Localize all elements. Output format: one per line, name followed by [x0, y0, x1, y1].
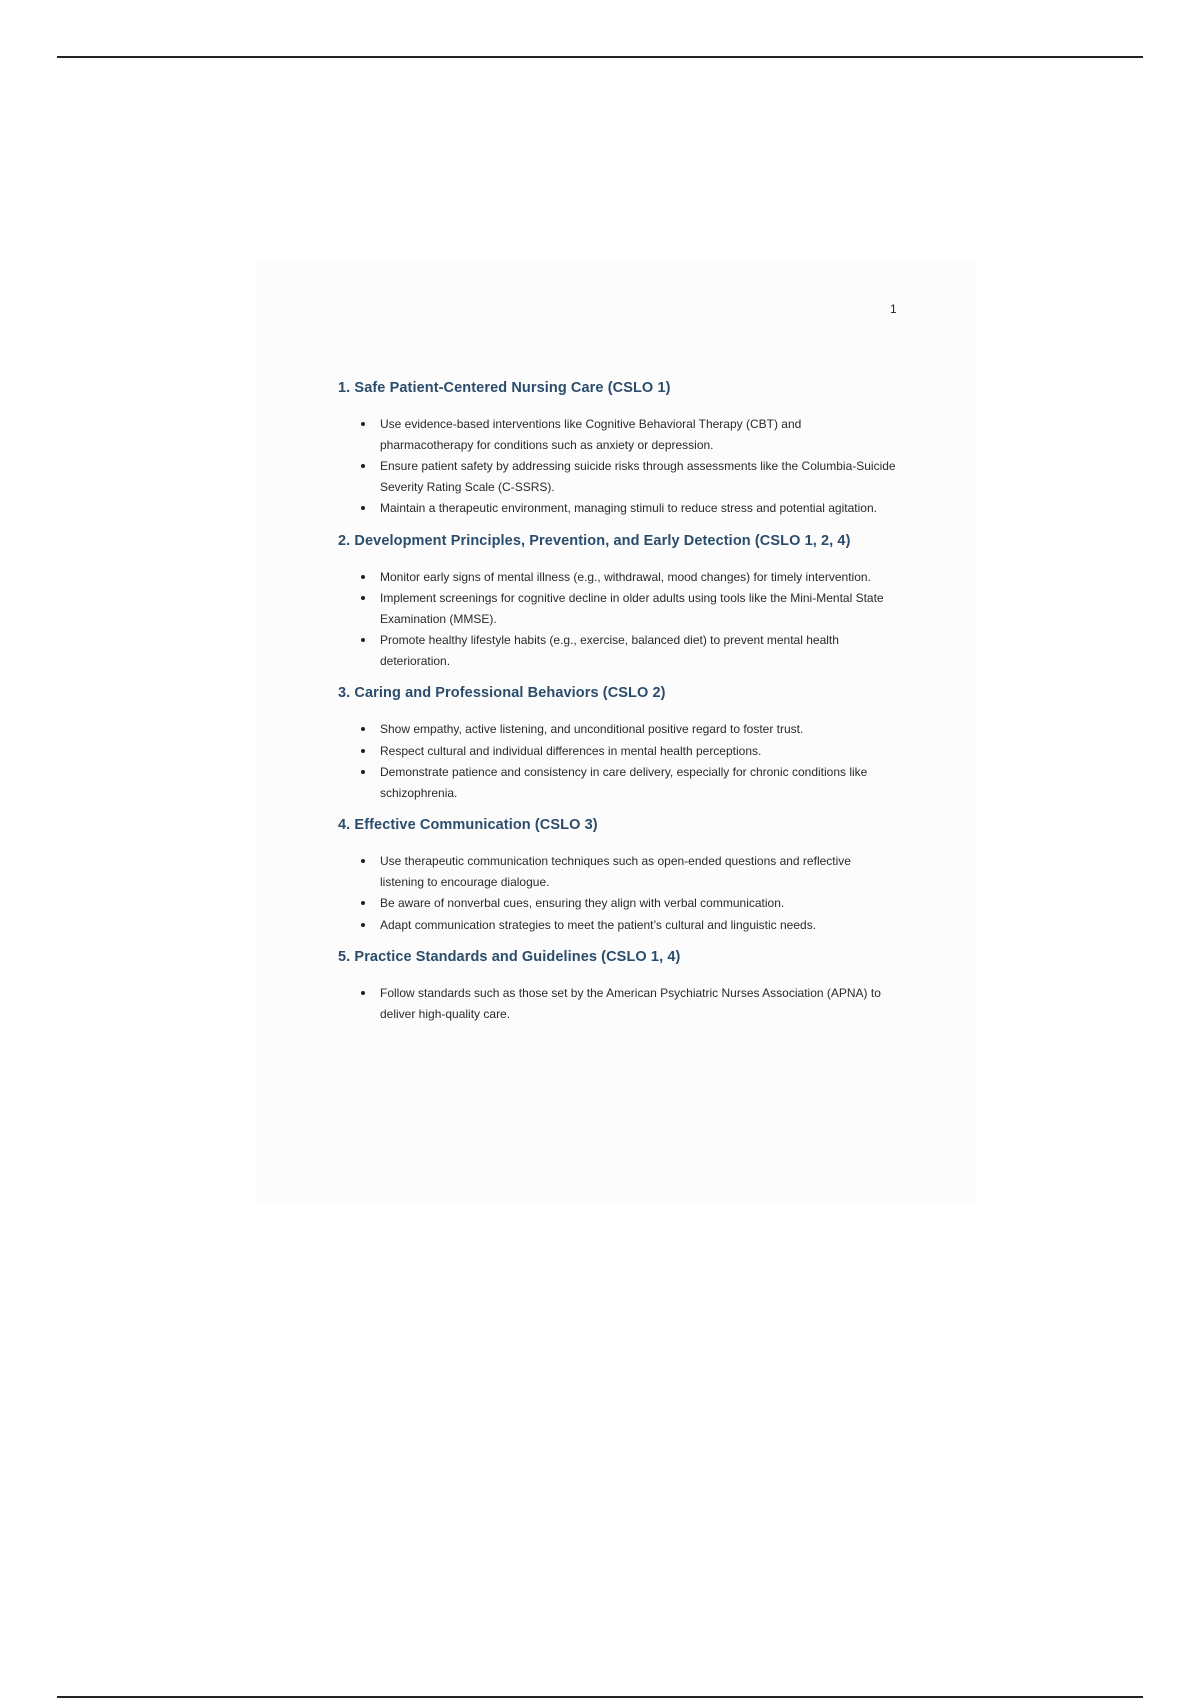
bullet-list — [338, 567, 898, 672]
section-heading: 5. Practice Standards and Guidelines (CSLO 1, 4) — [338, 949, 681, 965]
list-item: Follow standards such as those set by the American Psychiatric Nurses Association (APNA) to deliver high-quality care. — [380, 983, 898, 1024]
section-heading: 4. Effective Communication (CSLO 3) — [338, 817, 598, 833]
list-item: Maintain a therapeutic environment, managing stimuli to reduce stress and potential agitation. — [380, 498, 898, 519]
bullet-list — [338, 719, 898, 803]
list-item: Respect cultural and individual differences in mental health perceptions. — [380, 741, 898, 762]
section-heading: 1. Safe Patient-Centered Nursing Care (CSLO 1) — [338, 380, 671, 396]
list-item: Implement screenings for cognitive decline in older adults using tools like the Mini-Mental State Examination (MMSE). — [380, 588, 898, 629]
bullet-list — [338, 983, 898, 1024]
section-1 — [338, 380, 898, 519]
section-2 — [338, 533, 898, 672]
page-number: 1 — [890, 302, 897, 316]
list-item: Promote healthy lifestyle habits (e.g., exercise, balanced diet) to prevent mental health deterioration. — [380, 630, 898, 671]
top-divider — [57, 56, 1143, 58]
list-item: Ensure patient safety by addressing suicide risks through assessments like the Columbia-Suicide Severity Rating Scale (C-SSRS). — [380, 456, 898, 497]
list-item: Monitor early signs of mental illness (e.g., withdrawal, mood changes) for timely intervention. — [380, 567, 898, 588]
list-item: Use evidence-based interventions like Cognitive Behavioral Therapy (CBT) and pharmacotherapy for conditions such as anxiety or depression. — [380, 414, 898, 455]
bottom-divider — [57, 1696, 1143, 1698]
section-heading: 3. Caring and Professional Behaviors (CSLO 2) — [338, 685, 666, 701]
list-item: Demonstrate patience and consistency in care delivery, especially for chronic conditions like schizophrenia. — [380, 762, 898, 803]
section-heading: 2. Development Principles, Prevention, and Early Detection (CSLO 1, 2, 4) — [338, 532, 851, 549]
section-3 — [338, 685, 898, 803]
list-item: Show empathy, active listening, and unconditional positive regard to foster trust. — [380, 719, 898, 740]
document-content — [338, 380, 898, 1038]
bullet-list — [338, 851, 898, 935]
list-item: Adapt communication strategies to meet the patient’s cultural and linguistic needs. — [380, 915, 898, 936]
list-item: Be aware of nonverbal cues, ensuring they align with verbal communication. — [380, 893, 898, 914]
section-4 — [338, 817, 898, 935]
bullet-list — [338, 414, 898, 519]
section-5 — [338, 949, 898, 1024]
list-item: Use therapeutic communication techniques such as open-ended questions and reflective listening to encourage dialogue. — [380, 851, 898, 892]
